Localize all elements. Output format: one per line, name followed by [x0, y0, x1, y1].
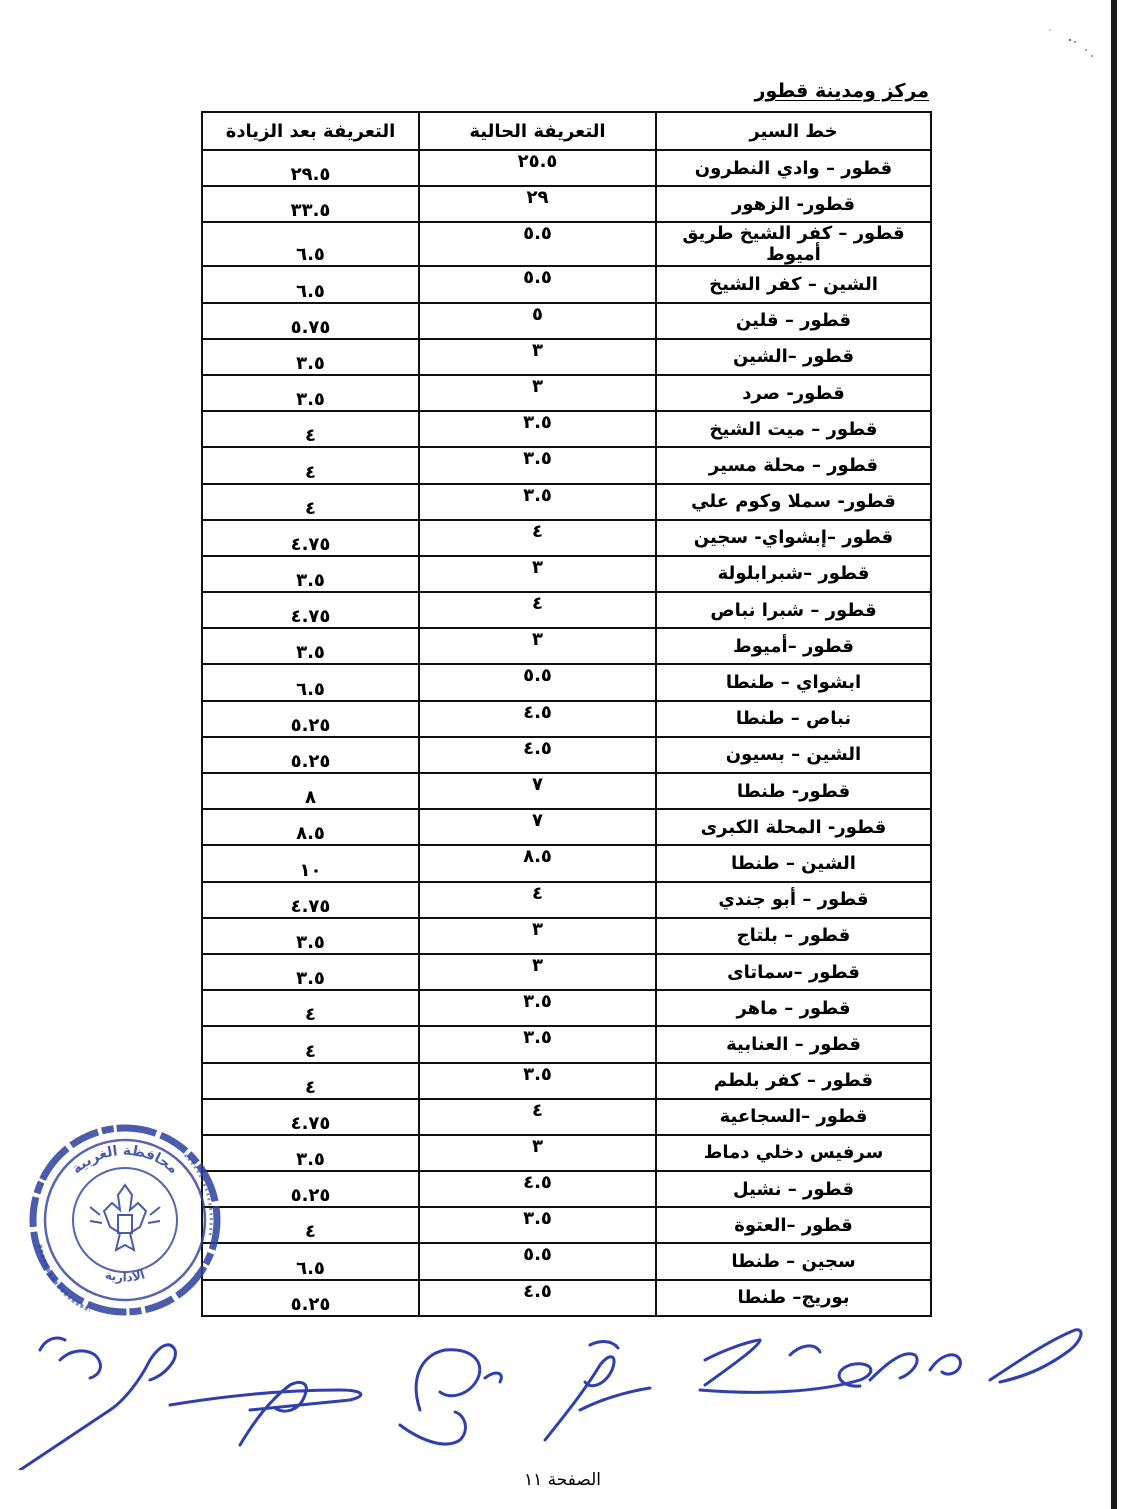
current-fare-cell: ٣.٥: [419, 447, 656, 483]
current-fare-cell: ٤.٥: [419, 701, 656, 737]
route-cell: ابشواي – طنطا: [656, 664, 931, 700]
current-fare-cell: ٤: [419, 1099, 656, 1135]
route-cell: قطور – العنابية: [656, 1026, 931, 1062]
svg-text:الادارية: [104, 1267, 147, 1284]
table-row: [202, 773, 931, 809]
route-cell: قطور – ماهر: [656, 990, 931, 1026]
current-fare-cell: ٣.٥: [419, 1063, 656, 1099]
current-fare-cell: ٧: [419, 773, 656, 809]
current-fare-cell: ٥: [419, 303, 656, 339]
current-fare-cell: ٣: [419, 1135, 656, 1171]
table-body: [202, 150, 931, 1316]
table-row: [202, 1207, 931, 1243]
route-cell: قطور –الشين: [656, 339, 931, 375]
route-cell: قطور- طنطا: [656, 773, 931, 809]
route-cell: الشين – بسيون: [656, 737, 931, 773]
table-row: [202, 447, 931, 483]
new-fare-cell: ٥.٢٥: [202, 701, 419, 737]
new-fare-cell: ٦.٥: [202, 266, 419, 302]
new-fare-cell: ٣.٥: [202, 918, 419, 954]
table-row: [202, 339, 931, 375]
route-cell: قطور – نشيل: [656, 1171, 931, 1207]
current-fare-cell: ٣: [419, 628, 656, 664]
signature-4: [545, 1342, 650, 1440]
current-fare-cell: ٣.٥: [419, 484, 656, 520]
table-row: [202, 150, 931, 186]
page-number: الصفحة ١١: [523, 1470, 601, 1490]
new-fare-cell: ٤.٧٥: [202, 1099, 419, 1135]
table-row: [202, 1135, 931, 1171]
route-cell: قطور – وادي النطرون: [656, 150, 931, 186]
table-row: [202, 845, 931, 881]
new-fare-cell: ٦.٥: [202, 664, 419, 700]
new-fare-cell: ٦.٥: [202, 222, 419, 266]
new-fare-cell: ٣.٥: [202, 375, 419, 411]
signature-1: [20, 1338, 175, 1470]
table-row: [202, 918, 931, 954]
table-row: [202, 664, 931, 700]
official-stamp: [20, 1115, 230, 1325]
table-row: [202, 990, 931, 1026]
route-cell: سرفيس دخلي دماط: [656, 1135, 931, 1171]
route-cell: قطور – ميت الشيخ: [656, 411, 931, 447]
header-route: خط السير: [656, 112, 931, 150]
signature-3: [400, 1350, 501, 1444]
table-row: [202, 266, 931, 302]
signatures: [0, 1300, 1125, 1470]
current-fare-cell: ٤: [419, 882, 656, 918]
table-row: [202, 1063, 931, 1099]
route-cell: نباص – طنطا: [656, 701, 931, 737]
current-fare-cell: ٣.٥: [419, 411, 656, 447]
new-fare-cell: ٨: [202, 773, 419, 809]
table-row: [202, 1171, 931, 1207]
table-row: [202, 954, 931, 990]
route-cell: قطور –شبرابلولة: [656, 556, 931, 592]
route-cell: سجين – طنطا: [656, 1243, 931, 1279]
current-fare-cell: ٣.٥: [419, 1207, 656, 1243]
new-fare-cell: ٢٩.٥: [202, 150, 419, 186]
new-fare-cell: ٨.٥: [202, 809, 419, 845]
table-row: [202, 520, 931, 556]
new-fare-cell: ٥.٢٥: [202, 1171, 419, 1207]
new-fare-cell: ٤: [202, 990, 419, 1026]
current-fare-cell: ٤.٥: [419, 737, 656, 773]
current-fare-cell: ٣.٥: [419, 990, 656, 1026]
eagle-emblem-icon: [90, 1185, 160, 1250]
new-fare-cell: ٤: [202, 447, 419, 483]
table-row: [202, 592, 931, 628]
new-fare-cell: ٤: [202, 411, 419, 447]
table-row: [202, 556, 931, 592]
table-row: [202, 737, 931, 773]
table-row: [202, 375, 931, 411]
current-fare-cell: ٥.٥: [419, 266, 656, 302]
route-cell: بوريج– طنطا: [656, 1280, 931, 1316]
current-fare-cell: ٤: [419, 592, 656, 628]
stamp-bottom-text: الادارية: [103, 1267, 147, 1285]
route-cell: قطور- سملا وكوم علي: [656, 484, 931, 520]
current-fare-cell: ٤.٥: [419, 1280, 656, 1316]
table-row: [202, 701, 931, 737]
current-fare-cell: ٣: [419, 556, 656, 592]
signature-2: [170, 1382, 361, 1445]
route-cell: قطور – بلتاج: [656, 918, 931, 954]
route-cell: قطور –العتوة: [656, 1207, 931, 1243]
new-fare-cell: ٤.٧٥: [202, 592, 419, 628]
route-cell: قطور – أبو جندي: [656, 882, 931, 918]
page-edge: [1111, 0, 1117, 1509]
current-fare-cell: ٤: [419, 520, 656, 556]
new-fare-cell: ٣.٥: [202, 628, 419, 664]
table-row: [202, 411, 931, 447]
new-fare-cell: ٣.٥: [202, 339, 419, 375]
new-fare-cell: ٤: [202, 484, 419, 520]
route-cell: قطور – شبرا نباص: [656, 592, 931, 628]
current-fare-cell: ٣: [419, 954, 656, 990]
table-row: [202, 222, 931, 266]
current-fare-cell: ٣: [419, 918, 656, 954]
new-fare-cell: ٤: [202, 1207, 419, 1243]
table-row: [202, 882, 931, 918]
current-fare-cell: ٣: [419, 339, 656, 375]
header-new-fare: التعريفة بعد الزيادة: [202, 112, 419, 150]
current-fare-cell: ٥.٥: [419, 222, 656, 266]
route-cell: قطور –سماتاى: [656, 954, 931, 990]
route-cell: قطور – كفر بلطم: [656, 1063, 931, 1099]
current-fare-cell: ٨.٥: [419, 845, 656, 881]
current-fare-cell: ٤.٥: [419, 1171, 656, 1207]
new-fare-cell: ٥.٢٥: [202, 737, 419, 773]
new-fare-cell: ٤: [202, 1026, 419, 1062]
scan-marks: [1020, 20, 1100, 70]
route-cell: قطور –السجاعية: [656, 1099, 931, 1135]
table-row: [202, 1243, 931, 1279]
current-fare-cell: ٣.٥: [419, 1026, 656, 1062]
route-cell: قطور – محلة مسير: [656, 447, 931, 483]
route-cell: الشين – طنطا: [656, 845, 931, 881]
stamp-top-text: محافظة الغربية: [68, 1142, 182, 1178]
fares-table: [201, 111, 932, 1317]
route-cell: قطور- المحلة الكبرى: [656, 809, 931, 845]
route-cell: قطور- الزهور: [656, 186, 931, 222]
signature-6: [870, 1354, 960, 1380]
new-fare-cell: ٤.٧٥: [202, 520, 419, 556]
new-fare-cell: ٣.٥: [202, 954, 419, 990]
route-cell: قطور –إبشواي- سجين: [656, 520, 931, 556]
signature-5: [700, 1340, 871, 1392]
new-fare-cell: ١٠: [202, 845, 419, 881]
table-row: [202, 484, 931, 520]
route-cell: قطور – كفر الشيخ طريق أميوط: [656, 222, 931, 266]
table-row: [202, 809, 931, 845]
header-current-fare: التعريفة الحالية: [419, 112, 656, 150]
new-fare-cell: ٥.٧٥: [202, 303, 419, 339]
new-fare-cell: ٤: [202, 1063, 419, 1099]
new-fare-cell: ٣٣.٥: [202, 186, 419, 222]
current-fare-cell: ٢٥.٥: [419, 150, 656, 186]
table-row: [202, 1026, 931, 1062]
new-fare-cell: ٦.٥: [202, 1243, 419, 1279]
new-fare-cell: ٤.٧٥: [202, 882, 419, 918]
current-fare-cell: ٧: [419, 809, 656, 845]
section-title: مركز ومدينة قطور: [754, 80, 929, 102]
current-fare-cell: ٢٩: [419, 186, 656, 222]
table-row: [202, 628, 931, 664]
route-cell: قطور- صرد: [656, 375, 931, 411]
new-fare-cell: ٣.٥: [202, 1135, 419, 1171]
signature-7: [990, 1330, 1081, 1382]
table-header-row: [202, 112, 931, 150]
svg-text:محافظة الغربية: [69, 1143, 181, 1177]
current-fare-cell: ٥.٥: [419, 664, 656, 700]
table-row: [202, 186, 931, 222]
route-cell: قطور – قلين: [656, 303, 931, 339]
table-row: [202, 1099, 931, 1135]
route-cell: قطور –أميوط: [656, 628, 931, 664]
current-fare-cell: ٥.٥: [419, 1243, 656, 1279]
new-fare-cell: ٥.٢٥: [202, 1280, 419, 1316]
table-row: [202, 303, 931, 339]
route-cell: الشين – كفر الشيخ: [656, 266, 931, 302]
current-fare-cell: ٣: [419, 375, 656, 411]
new-fare-cell: ٣.٥: [202, 556, 419, 592]
